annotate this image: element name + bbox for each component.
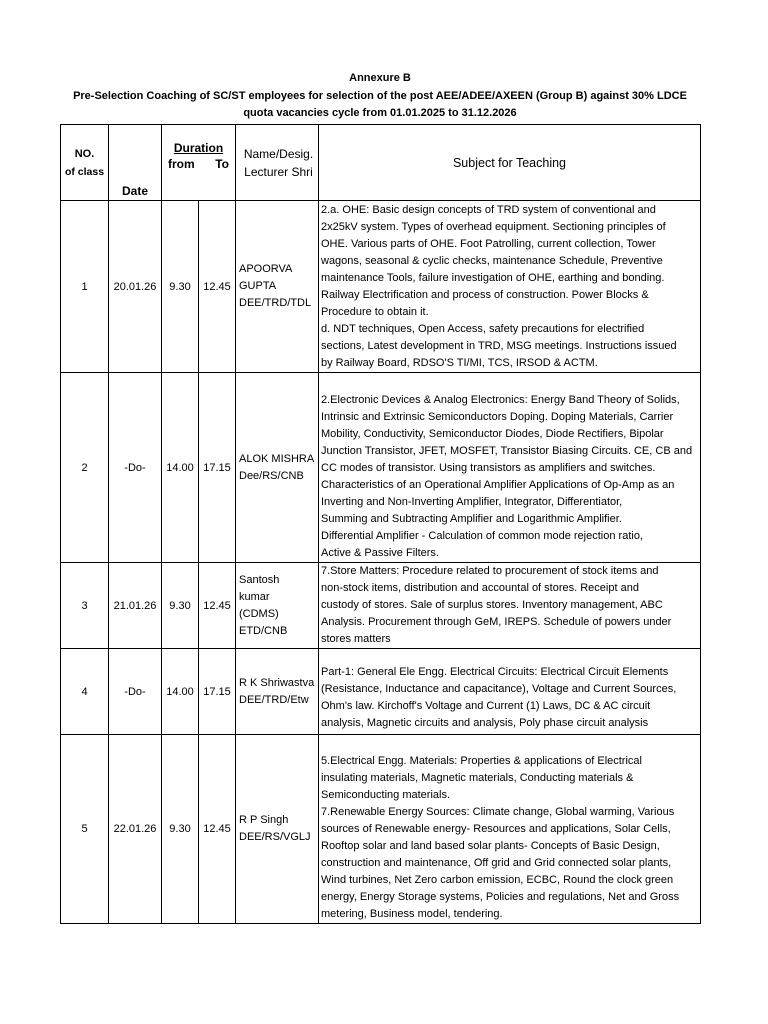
subject-line: Ohm's law. Kirchoff's Voltage and Current (1) Laws, DC & AC circuit (321, 700, 651, 712)
subject-line: non-stock items, distribution and accountal of stores. Receipt and (321, 582, 639, 594)
table-row (61, 649, 701, 735)
subject-line: Semiconducting materials. (321, 789, 451, 801)
subject-line: Inverting and Non-Inverting Amplifier, Integrator, Differentiator, (321, 496, 623, 508)
cell-class-no: 4 (61, 649, 109, 735)
header-lecturer-label: Lecturer Shri (244, 164, 313, 179)
subject-line: stores matters (321, 633, 391, 645)
lecturer-line: kumar (239, 590, 270, 603)
subject-line: 7.Renewable Energy Sources: Climate change, Global warming, Various (321, 806, 675, 818)
cell-date: -Do- (109, 649, 162, 735)
table-row (61, 201, 701, 373)
cell-subject (319, 735, 701, 924)
subject-line: 2x25kV system. Types of overhead equipment. Sectioning principles of (321, 220, 666, 233)
header-to-label: To (215, 157, 229, 171)
cell-from: 9.30 (162, 563, 199, 649)
cell-to: 12.45 (199, 735, 236, 924)
lecturer-line: R P Singh (239, 814, 289, 826)
cell-date: 21.01.26 (109, 563, 162, 649)
subject-line: Active & Passive Filters. (321, 547, 439, 559)
coaching-schedule-table (60, 124, 701, 924)
lecturer-line: DEE/RS/VGLJ (239, 831, 311, 843)
cell-subject (319, 563, 701, 649)
cell-date: 20.01.26 (109, 201, 162, 373)
subject-line: construction and maintenance, Off grid and Grid connected solar plants, (321, 857, 672, 869)
subject-line: 7.Store Matters: Procedure related to procurement of stock items and (321, 565, 659, 577)
subject-line: custody of stores. Sale of surplus stores. Inventory management, ABC (321, 599, 663, 611)
subject-line: energy, Energy Storage systems, Policies and regulations, Net and Gross (321, 891, 680, 903)
subject-line: Characteristics of an Operational Amplifier Applications of Op-Amp as an (321, 479, 675, 491)
header-date-label: Date (121, 184, 148, 198)
header-subject-label: Subject for Teaching (452, 155, 567, 170)
cell-class-no: 5 (61, 735, 109, 924)
subject-line: Intrinsic and Extrinsic Semiconductors Doping. Doping Materials, Carrier (321, 411, 674, 423)
subject-line: Wind turbines, Net Zero carbon emission, ECBC, Round the clock green (321, 874, 674, 886)
lecturer-line: Dee/RS/CNB (239, 469, 304, 482)
header-subject (319, 125, 701, 201)
table-header-row (61, 125, 701, 201)
document-heading (60, 70, 700, 123)
subject-line: OHE. Various parts of OHE. Foot Patrolling, current collection, Tower (321, 237, 656, 250)
cell-date: -Do- (109, 373, 162, 563)
subject-line: 2.a. OHE: Basic design concepts of TRD system of conventional and (321, 203, 656, 216)
lecturer-line: R K Shriwastva (239, 676, 315, 689)
lecturer-line: DEE/TRD/TDL (239, 297, 312, 309)
subject-line: Rooftop solar and land based solar plants- Concepts of Basic Design, (321, 840, 660, 852)
subject-line: 5.Electrical Engg. Materials: Properties & applications of Electrical (321, 755, 642, 767)
header-duration (162, 125, 236, 201)
table-row (61, 735, 701, 924)
subject-line: analysis, Magnetic circuits and analysis, Poly phase circuit analysis (321, 717, 649, 729)
subject-line: Analysis. Procurement through GeM, IREPS. Schedule of powers under (321, 616, 672, 628)
lecturer-line: (CDMS) (239, 607, 279, 620)
cell-to: 17.15 (199, 649, 236, 735)
lecturer-line: ALOK MISHRA (239, 452, 315, 465)
annexure-title: Annexure B (349, 72, 411, 84)
subject-line: d. NDT techniques, Open Access, safety precautions for electrified (321, 322, 645, 335)
cell-date: 22.01.26 (109, 735, 162, 924)
cell-to: 17.15 (199, 373, 236, 563)
header-class-no (61, 125, 109, 201)
cell-lecturer (236, 373, 319, 563)
cell-class-no: 2 (61, 373, 109, 563)
heading-line-1: Pre-Selection Coaching of SC/ST employees for selection of the post AEE/ADEE/AXEEN (Group B) against 30% LDCE (73, 89, 687, 102)
cell-lecturer (236, 735, 319, 924)
cell-lecturer (236, 563, 319, 649)
header-date (109, 125, 162, 201)
lecturer-line: ETD/CNB (239, 624, 288, 637)
subject-line: Junction Transistor, JFET, MOSFET, Transistor Biasing Circuits. CE, CB and (321, 445, 693, 457)
heading-line-2: quota vacancies cycle from 01.01.2025 to 31.12.2026 (243, 107, 517, 119)
cell-subject (319, 201, 701, 373)
lecturer-line: APOORVA (239, 263, 293, 275)
lecturer-line: GUPTA (239, 280, 277, 292)
subject-line: Summing and Subtracting Amplifier and Logarithmic Amplifier. (321, 513, 622, 525)
cell-to: 12.45 (199, 201, 236, 373)
cell-subject (319, 649, 701, 735)
cell-class-no: 1 (61, 201, 109, 373)
cell-class-no: 3 (61, 563, 109, 649)
header-from-label: from (168, 157, 195, 171)
header-duration-label: Duration (173, 141, 224, 155)
cell-from: 14.00 (162, 649, 199, 735)
header-name-label: Name/Desig. (243, 146, 314, 161)
cell-to: 12.45 (199, 563, 236, 649)
subject-line: sources of Renewable energy- Resources and applications, Solar Cells, (321, 823, 671, 835)
cell-from: 9.30 (162, 735, 199, 924)
cell-subject (319, 373, 701, 563)
subject-line: 2.Electronic Devices & Analog Electronics: Energy Band Theory of Solids, (321, 394, 680, 406)
subject-line: Differential Amplifier - Calculation of common mode rejection ratio, (321, 530, 643, 542)
subject-line: wagons, seasonal & cyclic checks, maintenance Schedule, Preventive (321, 254, 663, 267)
subject-line: metering, Business model, tendering. (321, 908, 503, 920)
subject-line: (Resistance, Inductance and capacitance), Voltage and Current Sources, (321, 683, 677, 695)
subject-line: Mobility, Conductivity, Semiconductor Diodes, Diode Rectifiers, Bipolar (321, 428, 664, 440)
cell-lecturer (236, 649, 319, 735)
subject-line: by Railway Board, RDSO'S TI/MI, TCS, IRSOD & ACTM. (321, 356, 598, 369)
lecturer-line: Santosh (239, 573, 280, 586)
subject-line: CC modes of transistor. Using transistors as amplifiers and switches. (321, 462, 656, 474)
table-row (61, 563, 701, 649)
lecturer-line: DEE/TRD/Etw (239, 693, 309, 706)
cell-from: 14.00 (162, 373, 199, 563)
subject-line: insulating materials, Magnetic materials, Conducting materials & (321, 772, 634, 784)
subject-line: Procedure to obtain it. (321, 305, 429, 318)
subject-line: Part-1: General Ele Engg. Electrical Circuits: Electrical Circuit Elements (321, 666, 669, 678)
table-row (61, 373, 701, 563)
header-no-label: NO. (74, 147, 95, 160)
cell-from: 9.30 (162, 201, 199, 373)
header-lecturer (236, 125, 319, 201)
subject-line: Railway Electrification and process of construction. Power Blocks & (321, 288, 649, 301)
header-of-class-label: of class (64, 165, 105, 178)
subject-line: maintenance Tools, failure investigation of OHE, earthing and bonding. (321, 271, 665, 284)
subject-line: sections, Latest development in TRD, MSG meetings. Instructions issued (321, 339, 677, 352)
cell-lecturer (236, 201, 319, 373)
